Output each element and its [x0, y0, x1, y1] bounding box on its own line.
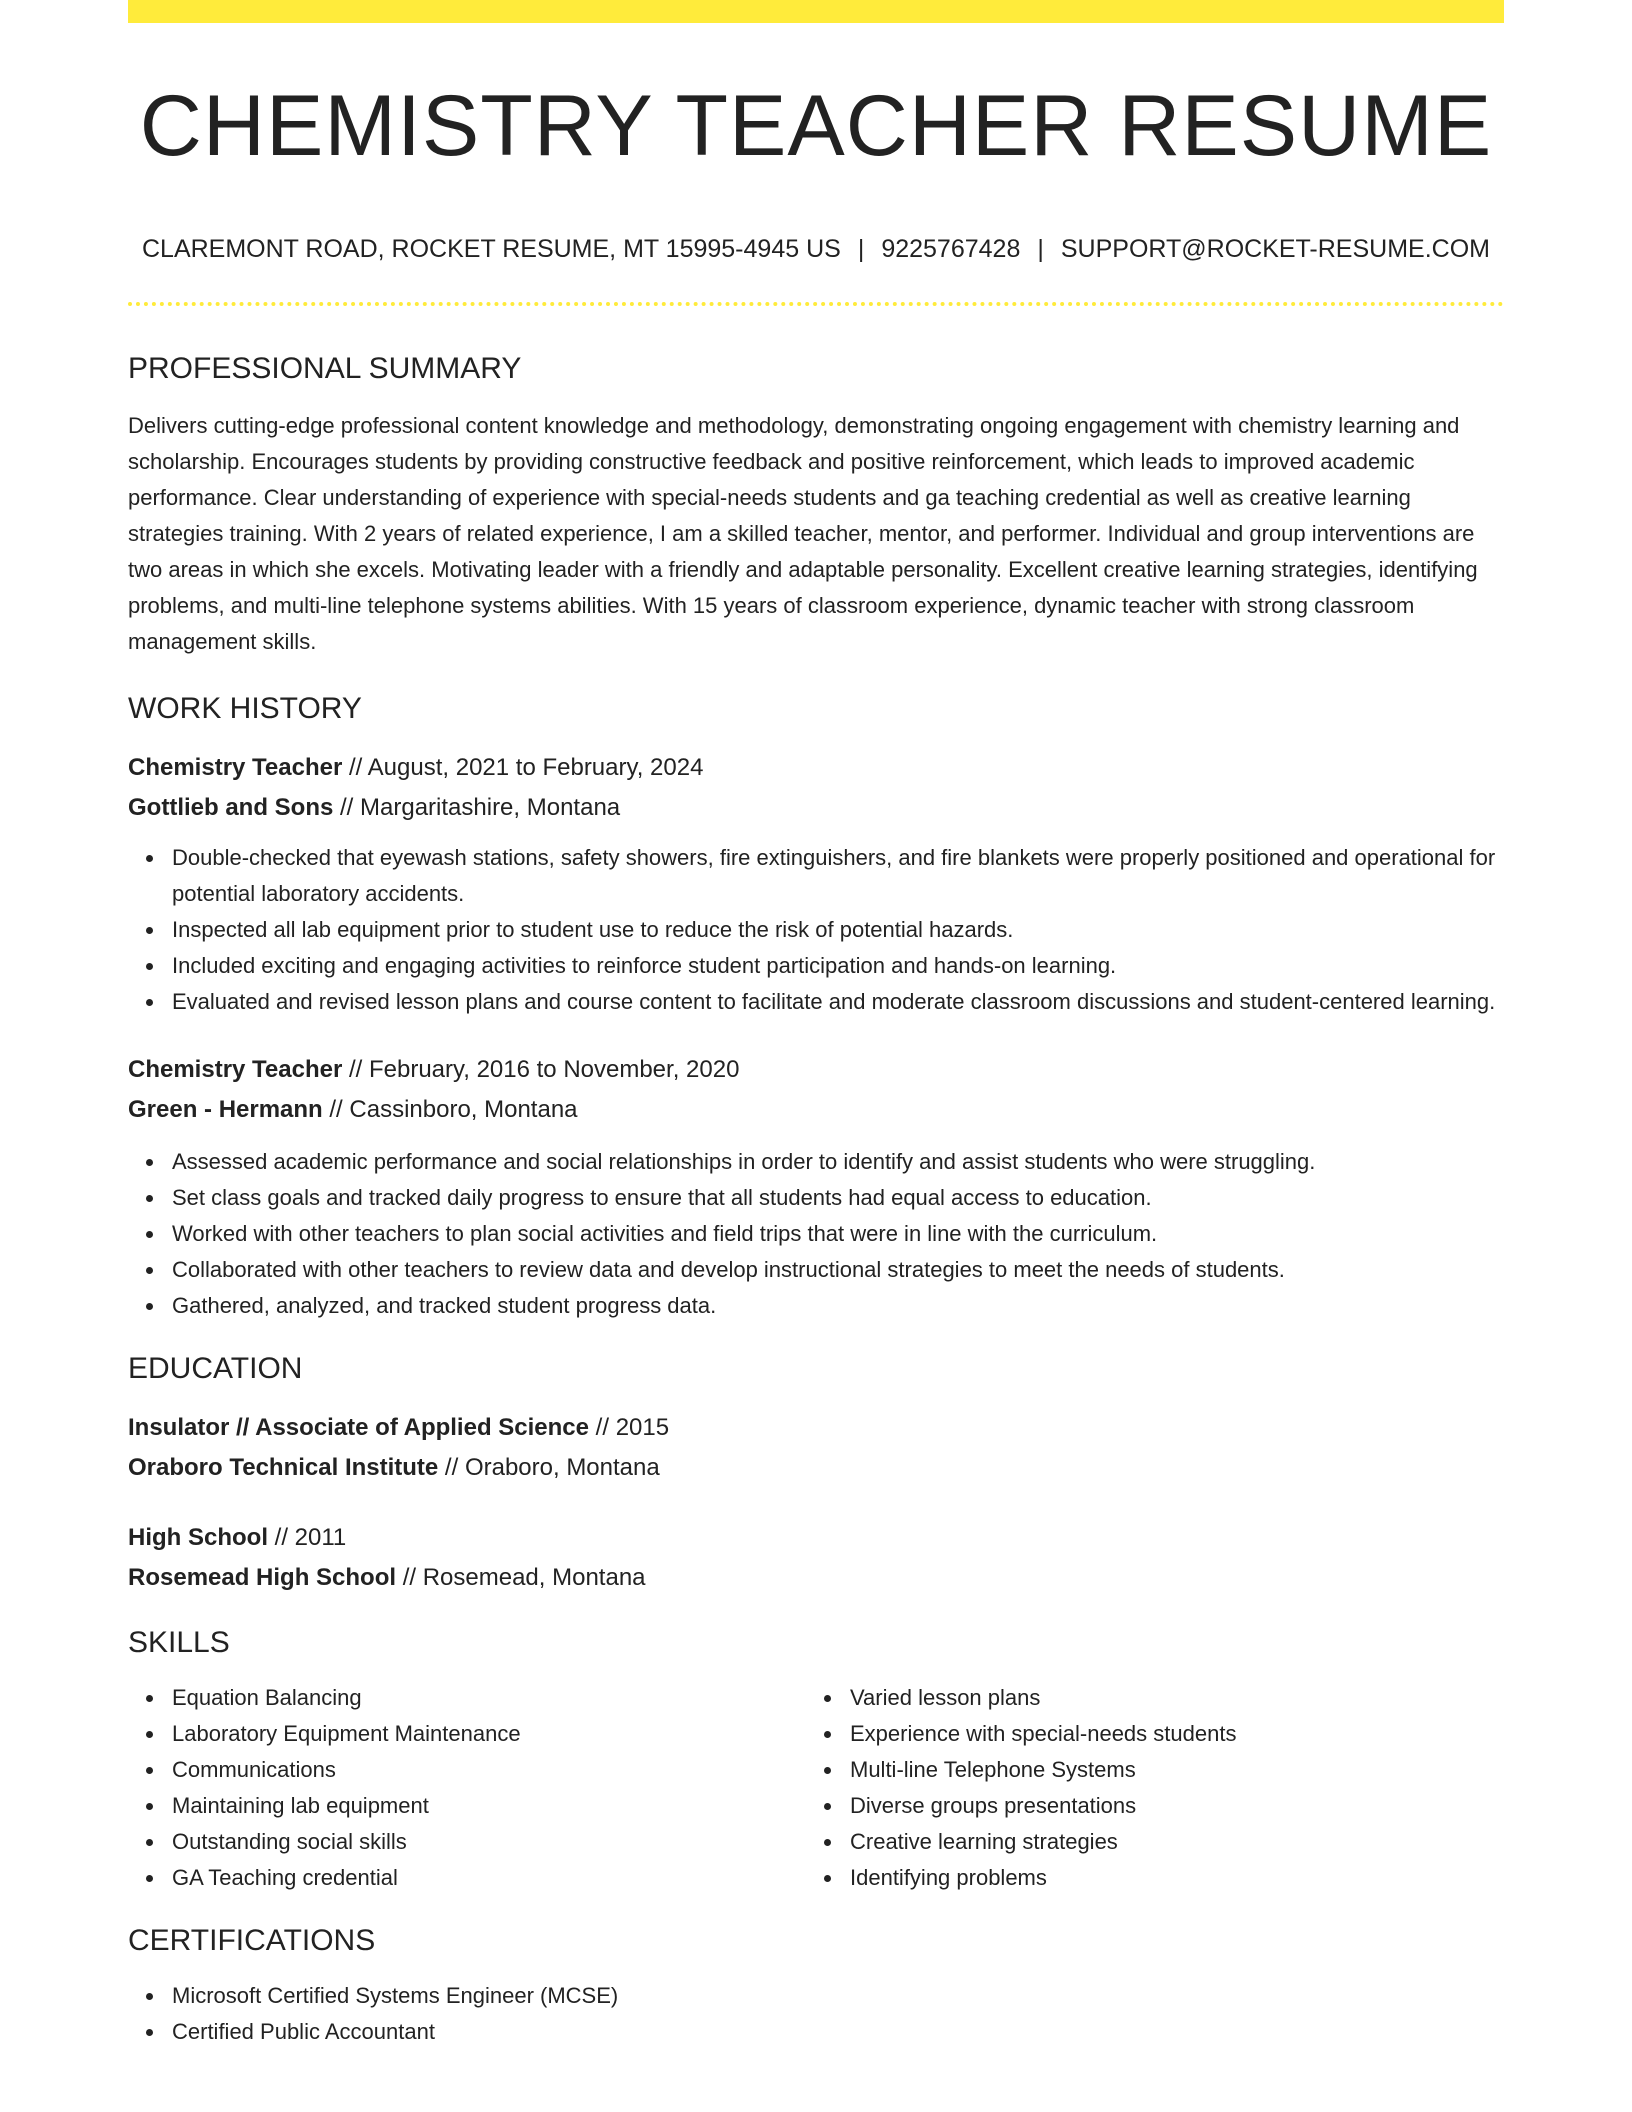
job-role: Chemistry Teacher	[128, 754, 343, 781]
degree-year: // 2011	[268, 1524, 347, 1551]
contact-separator: |	[1037, 235, 1044, 263]
degree: High School	[128, 1524, 268, 1551]
summary-text: Delivers cutting-edge professional content knowledge and methodology, demonstrating ongoing engagement with chemistry learning and scholarship. Encourages students by providing constructive feedback and positive reinforcement, which leads to improved academic performance. Clear understanding of experience with special-needs students and ga teaching credential as well as creative learning strategies training. With 2 years of related experience, I am a skilled teacher, mentor, and performer. Individual and group interventions are two areas in which she excels. Motivating leader with a friendly and adaptable personality. Excellent creative learning strategies, identifying problems, and multi-line telephone systems abilities. With 15 years of classroom experience, dynamic teacher with strong classroom management skills.	[128, 413, 1478, 654]
skill-item: Varied lesson plans	[850, 1680, 1484, 1716]
job-role: Chemistry Teacher	[128, 1056, 343, 1083]
school-line	[128, 1448, 1504, 1488]
certification-item: Microsoft Certified Systems Engineer (MCSE)	[172, 1978, 1504, 2014]
job-title-line	[128, 748, 1504, 788]
summary-heading: PROFESSIONAL SUMMARY	[128, 352, 522, 385]
list-item: Inspected all lab equipment prior to student use to reduce the risk of potential hazards.	[172, 912, 1504, 948]
contact-phone: 9225767428	[881, 235, 1021, 263]
skill-item: Multi-line Telephone Systems	[850, 1752, 1484, 1788]
skills-column-left	[128, 1680, 806, 1896]
job-entry	[128, 748, 1504, 1020]
degree-line	[128, 1518, 1504, 1558]
list-item: Assessed academic performance and social relationships in order to identify and assist students who were struggling.	[172, 1144, 1504, 1180]
school-location: // Oraboro, Montana	[438, 1454, 660, 1481]
work-history-heading: WORK HISTORY	[128, 692, 362, 725]
job-location: // Cassinboro, Montana	[322, 1096, 578, 1123]
resume-title: CHEMISTRY TEACHER RESUME	[139, 78, 1493, 174]
job-bullets	[128, 840, 1504, 1020]
skill-item: Diverse groups presentations	[850, 1788, 1484, 1824]
school: Oraboro Technical Institute	[128, 1454, 439, 1481]
skills-grid	[128, 1680, 1504, 1896]
certifications-list	[128, 1978, 1504, 2050]
accent-bar	[128, 0, 1504, 23]
education-heading: EDUCATION	[128, 1352, 303, 1385]
contact-address: CLAREMONT ROAD, ROCKET RESUME, MT 15995-4945 US	[141, 235, 841, 263]
education-entry	[128, 1408, 1504, 1488]
resume-page	[128, 0, 1504, 2112]
education-entry	[128, 1518, 1504, 1598]
job-company-line	[128, 788, 1504, 828]
skill-item: Maintaining lab equipment	[172, 1788, 806, 1824]
skills-column-right	[806, 1680, 1484, 1896]
skills-list	[128, 1680, 806, 1896]
job-entry	[128, 1050, 1504, 1324]
school-line	[128, 1558, 1504, 1598]
job-dates: // February, 2016 to November, 2020	[342, 1056, 740, 1083]
list-item: Included exciting and engaging activities to reinforce student participation and hands-on learning.	[172, 948, 1504, 984]
skill-item: Creative learning strategies	[850, 1824, 1484, 1860]
skills-heading: SKILLS	[128, 1626, 230, 1659]
job-bullets	[128, 1144, 1504, 1324]
school-location: // Rosemead, Montana	[396, 1564, 646, 1591]
certifications-heading: CERTIFICATIONS	[128, 1924, 376, 1957]
skill-item: Equation Balancing	[172, 1680, 806, 1716]
contact-line	[128, 237, 1504, 262]
degree-line	[128, 1408, 1504, 1448]
job-location: // Margaritashire, Montana	[333, 794, 621, 821]
list-item: Double-checked that eyewash stations, safety showers, fire extinguishers, and fire blankets were properly positioned and operational for potential laboratory accidents.	[172, 840, 1504, 912]
skill-item: GA Teaching credential	[172, 1860, 806, 1896]
job-dates: // August, 2021 to February, 2024	[342, 754, 704, 781]
school: Rosemead High School	[128, 1564, 397, 1591]
contact-separator: |	[857, 235, 865, 263]
skills-list	[806, 1680, 1484, 1896]
degree-year: // 2015	[589, 1414, 670, 1441]
skill-item: Outstanding social skills	[172, 1824, 806, 1860]
job-company-line	[128, 1090, 1504, 1130]
skill-item: Communications	[172, 1752, 806, 1788]
job-company: Green - Hermann	[128, 1096, 323, 1123]
job-company: Gottlieb and Sons	[128, 794, 334, 821]
job-title-line	[128, 1050, 1504, 1090]
list-item: Set class goals and tracked daily progress to ensure that all students had equal access to education.	[172, 1180, 1504, 1216]
certification-item: Certified Public Accountant	[172, 2014, 1504, 2050]
dotted-divider	[128, 302, 1504, 306]
degree: Insulator // Associate of Applied Science	[128, 1414, 590, 1441]
skill-item: Experience with special-needs students	[850, 1716, 1484, 1752]
skill-item: Identifying problems	[850, 1860, 1484, 1896]
list-item: Evaluated and revised lesson plans and course content to facilitate and moderate classroom discussions and student-centered learning.	[172, 984, 1504, 1020]
skill-item: Laboratory Equipment Maintenance	[172, 1716, 806, 1752]
list-item: Gathered, analyzed, and tracked student progress data.	[172, 1288, 1504, 1324]
list-item: Collaborated with other teachers to review data and develop instructional strategies to meet the needs of students.	[172, 1252, 1504, 1288]
contact-email: SUPPORT@ROCKET-RESUME.COM	[1060, 235, 1490, 263]
list-item: Worked with other teachers to plan social activities and field trips that were in line with the curriculum.	[172, 1216, 1504, 1252]
